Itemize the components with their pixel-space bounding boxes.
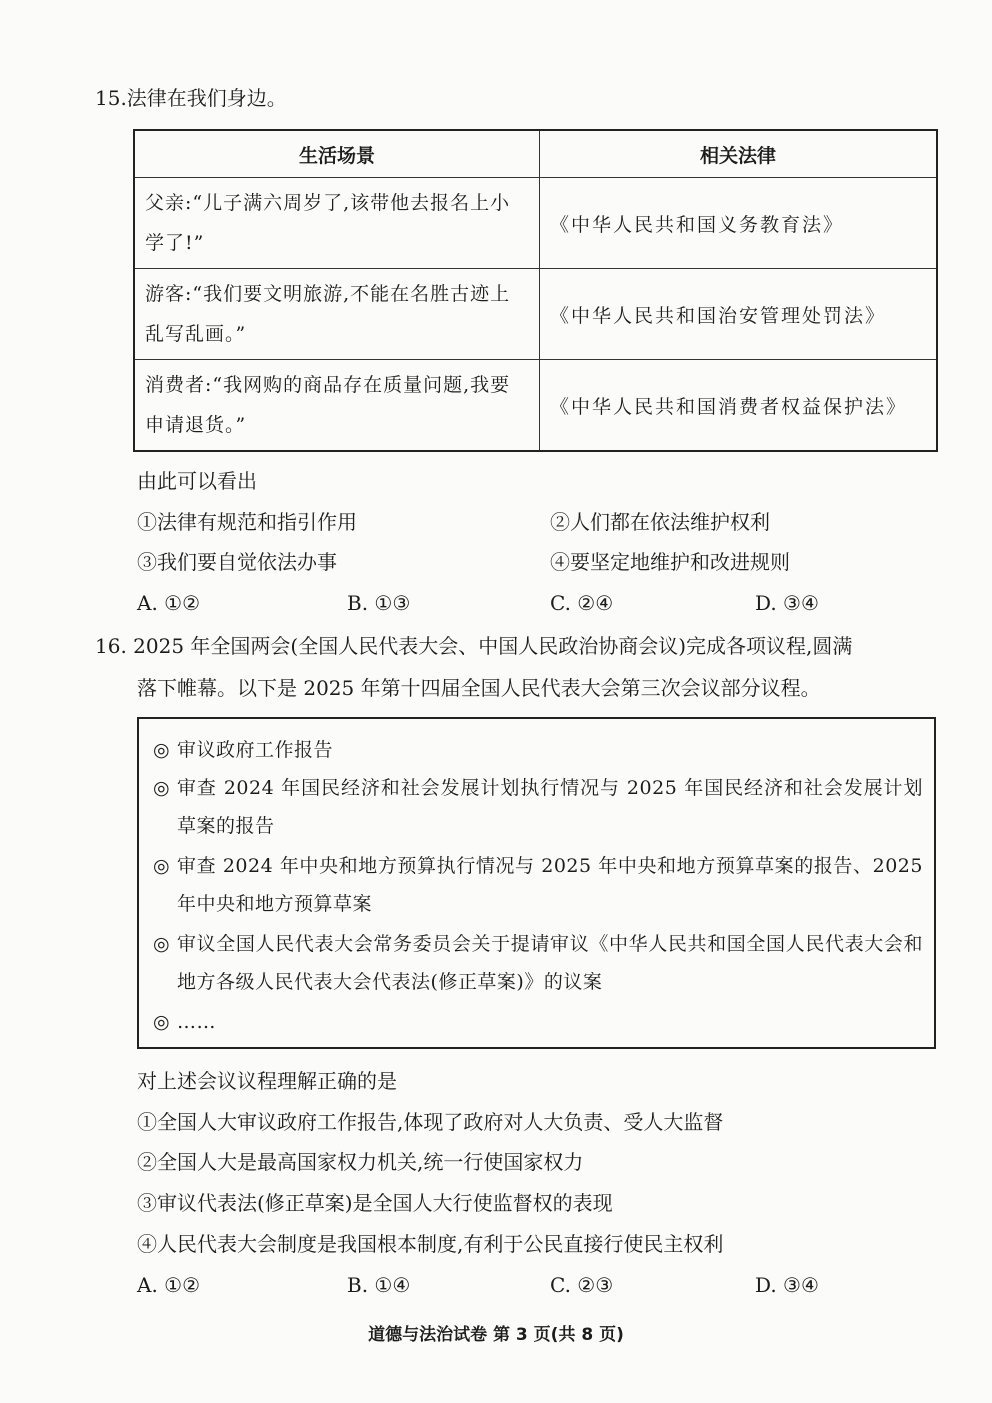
agenda-item [153, 1003, 923, 1041]
table-row [134, 269, 937, 360]
table-header-row [134, 130, 937, 178]
table-row [134, 360, 937, 452]
q15-title: 15.法律在我们身边。 [95, 86, 287, 110]
q15-option-d[interactable]: D. ③④ [755, 591, 819, 615]
q15-statement-1: ①法律有规范和指引作用 [137, 510, 357, 534]
double-circle-icon: ◎ [153, 777, 171, 799]
q15-statement-3: ③我们要自觉依法办事 [137, 550, 337, 574]
q16-statement-1: ①全国人大审议政府工作报告,体现了政府对人大负责、受人大监督 [137, 1110, 724, 1134]
table-cell-scene: 父亲:“儿子满六周岁了,该带他去报名上小学了!” [134, 178, 540, 269]
q16-option-c[interactable]: C. ②③ [550, 1273, 614, 1297]
table-cell-law: 《中华人民共和国治安管理处罚法》 [540, 269, 938, 360]
agenda-item-text: …… [177, 1011, 216, 1033]
agenda-item [153, 925, 923, 1001]
q15-prompt: 由此可以看出 [137, 469, 257, 493]
q16-prompt: 对上述会议议程理解正确的是 [137, 1069, 397, 1093]
q16-title-line2: 落下帷幕。以下是 2025 年第十四届全国人民代表大会第三次会议部分议程。 [137, 676, 821, 700]
table-header-scene: 生活场景 [134, 130, 540, 178]
table-cell-law: 《中华人民共和国义务教育法》 [540, 178, 938, 269]
q16-statement-2: ②全国人大是最高国家权力机关,统一行使国家权力 [137, 1150, 584, 1174]
q16-agenda-box [137, 717, 936, 1049]
q16-statement-4: ④人民代表大会制度是我国根本制度,有利于公民直接行使民主权利 [137, 1232, 724, 1256]
table-cell-law: 《中华人民共和国消费者权益保护法》 [540, 360, 938, 452]
double-circle-icon: ◎ [153, 739, 171, 761]
agenda-item-text: 审查 2024 年中央和地方预算执行情况与 2025 年中央和地方预算草案的报告、2025 年中央和地方预算草案 [177, 855, 923, 915]
agenda-item [153, 847, 923, 923]
q16-title-line1: 16. 2025 年全国两会(全国人民代表大会、中国人民政治协商会议)完成各项议程,圆满 [95, 634, 853, 658]
agenda-item-text: 审议全国人民代表大会常务委员会关于提请审议《中华人民共和国全国人民代表大会和地方各级人民代表大会代表法(修正草案)》的议案 [177, 933, 923, 993]
q16-option-a[interactable]: A. ①② [137, 1273, 201, 1297]
q15-option-b[interactable]: B. ①③ [347, 591, 411, 615]
agenda-item-text: 审查 2024 年国民经济和社会发展计划执行情况与 2025 年国民经济和社会发展计划草案的报告 [177, 777, 923, 837]
table-row [134, 178, 937, 269]
q15-statement-4: ④要坚定地维护和改进规则 [550, 550, 790, 574]
q16-statement-3: ③审议代表法(修正草案)是全国人大行使监督权的表现 [137, 1191, 613, 1215]
q15-option-a[interactable]: A. ①② [137, 591, 201, 615]
double-circle-icon: ◎ [153, 855, 171, 877]
q16-option-b[interactable]: B. ①④ [347, 1273, 411, 1297]
double-circle-icon: ◎ [153, 933, 171, 955]
table-header-law: 相关法律 [540, 130, 938, 178]
q16-option-d[interactable]: D. ③④ [755, 1273, 819, 1297]
agenda-item [153, 769, 923, 845]
table-cell-scene: 游客:“我们要文明旅游,不能在名胜古迹上乱写乱画。” [134, 269, 540, 360]
q15-option-c[interactable]: C. ②④ [550, 591, 614, 615]
double-circle-icon: ◎ [153, 1011, 171, 1033]
q15-statement-2: ②人们都在依法维护权利 [550, 510, 770, 534]
agenda-item-text: 审议政府工作报告 [177, 739, 334, 761]
q15-law-table [133, 129, 938, 452]
agenda-item [153, 731, 923, 769]
table-cell-scene: 消费者:“我网购的商品存在质量问题,我要申请退货。” [134, 360, 540, 452]
page-footer: 道德与法治试卷 第 3 页(共 8 页) [368, 1325, 624, 1345]
